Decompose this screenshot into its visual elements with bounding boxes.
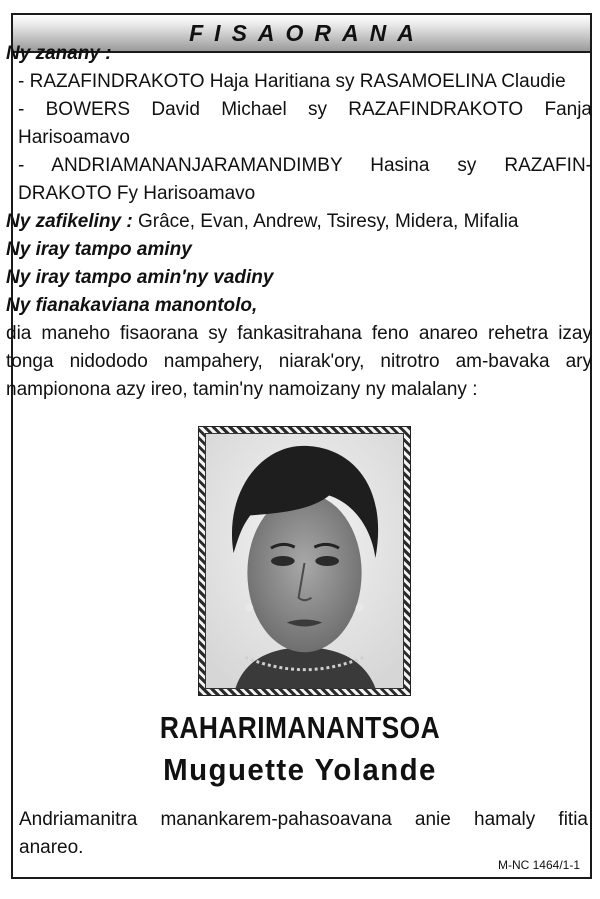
portrait-photo <box>205 433 404 689</box>
closing-message <box>19 806 588 862</box>
closing-line-2: anareo. <box>19 837 84 858</box>
closing-line-1: Andriamanitra manankarem-pahasoavana anie hamaly fitia <box>19 809 588 830</box>
notice-title: FISAORANA <box>189 20 425 46</box>
zafikeliny-row <box>6 208 592 236</box>
zanany-line-3: Harisoamavo <box>18 127 130 148</box>
zanany-line-1: - RAZAFINDRAKOTO Haja Haritiana sy RASAMOELINA Claudie <box>18 71 566 92</box>
portrait-frame <box>198 426 411 696</box>
tampo-line-3: Ny fianakaviana manontolo, <box>6 295 258 316</box>
tampo-line-2: Ny iray tampo amin'ny vadiny <box>6 267 274 288</box>
tampo-line-1: Ny iray tampo aminy <box>6 239 192 260</box>
deceased-surname: RAHARIMANANTSOA <box>159 710 441 745</box>
zafikeliny-label: Ny zafikeliny : <box>6 211 133 232</box>
zafikeliny-names: Grâce, Evan, Andrew, Tsiresy, Midera, Mifalia <box>132 211 519 232</box>
portrait-illustration <box>206 434 403 688</box>
zanany-label: Ny zanany : <box>6 43 112 64</box>
body-line-3: nampionona azy ireo, tamin'ny namoizany ny malalany : <box>6 379 478 400</box>
deceased-given-names: Muguette Yolande <box>163 752 437 787</box>
body-line-1: dia maneho fisaorana sy fankasitrahana feno anareo rehetra izay <box>6 323 592 344</box>
reference-code: M-NC 1464/1-1 <box>497 858 580 872</box>
zanany-line-5: DRAKOTO Fy Harisoamavo <box>18 183 256 204</box>
zanany-line-4: - ANDRIAMANANJARAMANDIMBY Hasina sy RAZAFIN- <box>18 155 592 176</box>
body-line-2: tonga nidododo nampahery, niarak'ory, nitrotro am-bavaka ary <box>6 351 592 372</box>
zanany-line-2: - BOWERS David Michael sy RAZAFINDRAKOTO Fanja <box>18 99 592 120</box>
notice-content <box>6 40 592 404</box>
